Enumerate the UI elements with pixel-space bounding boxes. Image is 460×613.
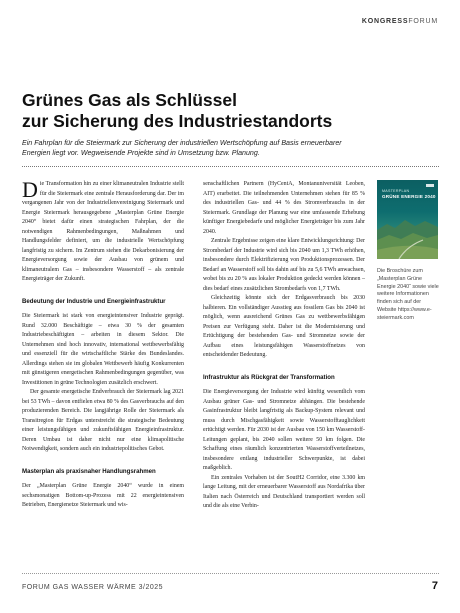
paragraph-south2: Ein zentrales Vorhaben ist der SoutH2 Corridor, eine 3.300 km lange Leitung, mit der erneuerbarer Wasserstoff aus Nordafrika über Italien nach Österreich und Deutschland transportiert werden soll und die als eine Verbin- <box>203 474 365 509</box>
lead-line-1: Ein Fahrplan für die Steiermark zur Sicherung der industriellen Wertschöpfung auf Basis erneuerbarer <box>22 139 342 147</box>
headline-line-2: zur Sicherung des Industriestandorts <box>22 111 333 131</box>
article-column-1 <box>22 177 184 511</box>
kicker-light: FORUM <box>408 18 438 25</box>
paragraph-masterplan: Der „Masterplan Grüne Energie 2040“ wurde in einem sechsmonatigen Bottom-up-Prozess mit 22 energieintensiven Betrieben, Energienetze Steiermark und wis- <box>22 483 184 508</box>
section-kicker <box>362 18 438 25</box>
page-number: 7 <box>431 580 438 592</box>
article-column-2 <box>203 180 365 512</box>
footer-publication: FORUM GAS WASSER WÄRME 3/2025 <box>22 584 164 591</box>
paragraph-infrastruktur: Die Energieversorgung der Industrie wird künftig wesentlich vom Ausbau grüner Gas- und Stromnetze abhängen. Die bestehende Gasinfrastruktur bleibt langfristig als Backup-System relevant und muss durch Mischgasfähigkeit sowie Wasserstofftauglichkeit ertüchtigt werden. Für 2030 ist der Ausbau von 150 km Wasserstoff-Leitungen geplant, bis 2040 sollen weitere 50 km folgen. Die Schaffung eines räumlich konzentrierten Wasserstoffverteilnetzes, insbesondere entlang industrieller Schwerpunkte, ist dabei maßgeblich. <box>203 389 365 471</box>
subheading-masterplan: Masterplan als praxisnaher Handlungsrahmen <box>22 467 156 475</box>
article-lead <box>22 139 440 158</box>
article-headline <box>22 90 442 132</box>
paragraph-endverbrauch: Der gesamte energetische Endverbrauch der Steiermark lag 2021 bei 53 TWh – davon entfielen etwa 80 % des Gasverbrauchs auf den produzierenden Bereich. Die langjährige Rolle der Steiermark als Transitregion für Erdgas unterstreicht die strategische Bedeutung einer leistungsfähigen und zukunftsfähigen Energieinfrastruktur. Deren Umbau ist daher nicht nur eine klimapolitische Notwendigkeit, sondern auch ein industriepolitisches Gebot. <box>22 389 184 452</box>
drop-cap: D <box>22 177 38 202</box>
brochure-cover-image <box>377 180 438 259</box>
footer-divider <box>22 573 439 574</box>
paragraph-ergebnisse: Zentrale Ergebnisse zeigen eine klare Entwicklungsrichtung: Der Strombedarf der Industrie wird sich bis 2040 um 1,3 TWh erhöhen, insbesondere durch Elektrifizierung von Produktionsprozessen. Der Bedarf an Wasserstoff soll bis dahin auf bis zu 5,6 TWh anwachsen, wobei bis zu 20 % aus lokaler Produktion gedeckt werden können – dies bedarf eines zusätzlichen Strombedarfs von 1,7 TWh. <box>203 238 365 292</box>
intro-paragraph <box>22 177 184 285</box>
brochure-caption: Die Broschüre zum „Masterplan Grüne Energie 2040“ sowie viele weitere Informationen finden sich auf der Website https://www.e-steiermark.com <box>377 268 439 321</box>
paragraph-partner: senschaftlichen Partnern (HyCentA, Montanuniversität Leoben, AIT) erarbeitet. Die teilnehmenden Unternehmen stehen für 85 % des industriellen Gas- und 44 % des Stromverbrauchs in der Steiermark. Grundlage der Planung war eine umfassende Erhebung künftiger Energiebedarfe und möglicher Energieträger bis zum Jahr 2040. <box>203 181 365 235</box>
cover-logo <box>426 184 434 187</box>
lead-divider <box>22 166 439 167</box>
cover-title: GRÜNE ENERGIE 2040 <box>382 194 436 199</box>
kicker-bold: KONGRESS <box>361 18 409 25</box>
intro-text: ie Transformation hin zu einer klimaneutralen Industrie stellt für die Steiermark eine zentrale Herausforderung dar. Der im vergangenen Jahr von der Industriellenvereinigung Steiermark und Energie Steiermark herausgegebene „Masterplan Grüne Energie 2040“ bietet dafür einen strategischen Fahrplan, der die notwendigen Rahmenbedingungen, Maßnahmen und Handlungsfelder definiert, um die industrielle Wertschöpfung langfristig zu sichern. Im Zentrum stehen die Dekarbonisierung der Energieversorgung sowie der Ausbau von grünem und klimaneutralem Gas – insbesondere Wasserstoff – als zentrale Energieträger der Zukunft. <box>22 181 184 282</box>
paragraph-industrie: Die Steiermark ist stark von energieintensiver Industrie geprägt. Rund 32.000 Beschäftigte – etwa 30 % der gesamten Industriebeschäftigten – arbeiten in diesem Sektor. Die Unternehmen sind hoch innovativ, international wettbewerbsfähig und essenziell für die wirtschaftliche Stärke des Bundeslandes. Allerdings stehen sie im globalen Wettbewerb häufig Konkurrenten mit günstigeren energetischen Rahmenbedingungen gegenüber, was Investitionen in grüne Technologien zusätzlich erschwert. <box>22 313 184 386</box>
subheading-infrastruktur: Infrastruktur als Rückgrat der Transformation <box>203 373 335 381</box>
cover-small-title: MASTERPLAN <box>382 189 410 193</box>
subheading-industrie: Bedeutung der Industrie und Energieinfrastruktur <box>22 297 166 305</box>
paragraph-erdgas: Gleichzeitig könnte sich der Erdgasverbrauch bis 2030 halbieren. Ein vollständiger Ausstieg aus fossilem Gas bis 2040 ist möglich, wenn ausreichend Grünes Gas zu wettbewerbsfähigen Preisen zur Verfügung steht. Daher ist die Modernisierung und Ertüchtigung der bestehenden Gas- und Stromnetze sowie der Aufbau eines leistungsfähigen Wasserstoffnetzes von entscheidender Bedeutung. <box>203 295 365 358</box>
lead-line-2: Energien liegt vor. Wegweisende Projekte sind in Umsetzung bzw. Planung. <box>22 148 260 157</box>
headline-line-1: Grünes Gas als Schlüssel <box>22 90 237 110</box>
